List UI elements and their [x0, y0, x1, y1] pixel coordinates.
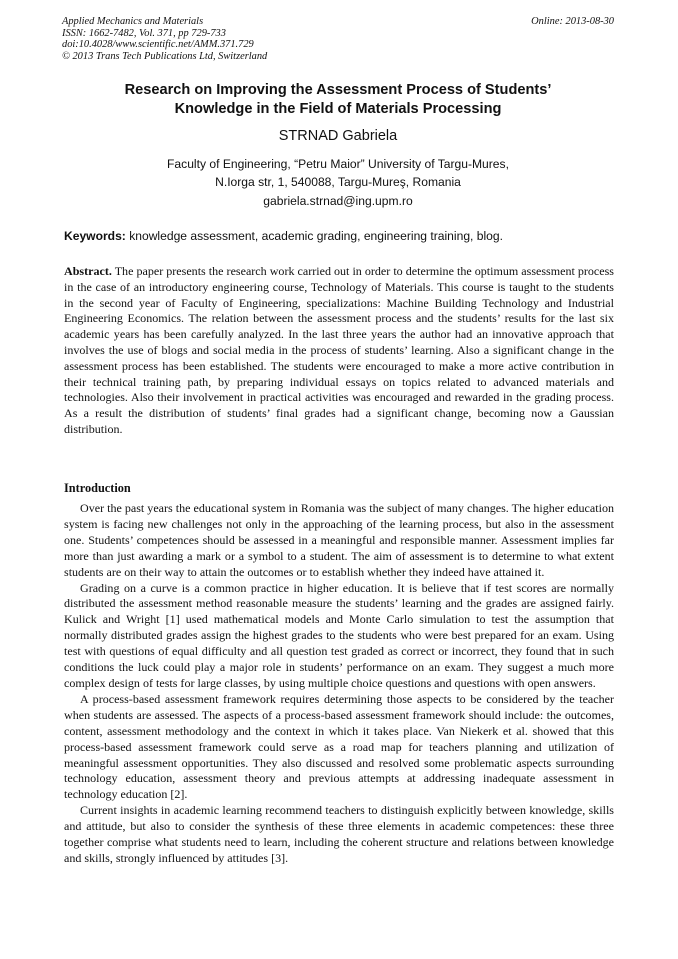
paragraph: A process-based assessment framework requires determining those aspects to be considered by the teacher when students are assessed. The aspects of a process-based assessment framework should include: the outcomes, content, assessment methodology and the context in which it takes place. Van Niekerk et al. showed that this process-based assessment framework could serve as a road map for teachers planning and utilization of meaningful assessment opportunities. They also discussed and resolved some problematic aspects surrounding technology education, assessment theory and previous attempts at addressing inadequate assessment in technology education [2].	[64, 691, 614, 802]
section-heading-introduction: Introduction	[64, 481, 131, 495]
paper-title-line-1: Research on Improving the Assessment Process of Students’	[124, 82, 552, 98]
keywords-text: knowledge assessment, academic grading, engineering training, blog.	[129, 229, 503, 243]
journal-issn: ISSN: 1662-7482, Vol. 371, pp 729-733	[62, 27, 226, 39]
affiliation-line-2: N.Iorga str, 1, 540088, Targu-Mureş, Romania	[215, 175, 461, 189]
abstract	[64, 264, 614, 438]
paper-title-line-2: Knowledge in the Field of Materials Processing	[174, 101, 502, 117]
online-date: Online: 2013-08-30	[531, 16, 614, 27]
paragraph: Grading on a curve is a common practice in higher education. It is believe that if test scores are normally distributed the assessment method reasonable measure the students’ learning and the grades are assigned fairly. Kulick and Wright [1] used mathematical models and Monte Carlo simulation to test the assumption that normally distributed grades assign the highest grades to the students who were best prepared for an exam. Using test with questions of equal difficulty and all question test graded as correct or incorrect, they found that in such conditions the luck could play a major role in students’ performance on an exam. They suggest a much more complex design of tests for large classes, by using multiple choice questions and questions with open answers.	[64, 580, 614, 690]
author-name: STRNAD Gabriela	[278, 128, 398, 144]
introduction-body	[64, 501, 614, 867]
abstract-text: The paper presents the research work carried out in order to determine the optimum assessment process in the case of an introductory engineering course, Technology of Materials. This course is taught to the students in the second year of Faculty of Engineering, specializations: Machine Building Technology and Industrial Engineering Economics. The relation between the assessment process and the students’ results for the last six academic years has been carefully analyzed. In the last three years the author had an innovative approach that involves the use of blogs and social media in the process of students’ learning. Also a significant change in the assessment process has been established. The students were encouraged to make a more active contribution in their technical training path, by preparing individual essays on topics related to advanced materials and technologies. Also their involvement in practical activities was encouraged and rewarded in the grading process. As a result the distribution of students’ final grades had a significant change, becoming now a Gaussian distribution.	[64, 264, 614, 436]
author-affiliation	[62, 155, 614, 191]
paragraph: Over the past years the educational system in Romania was the subject of many changes. The higher education system is facing new challenges not only in the approaching of the learning process, but also in the assessment one. Students’ competences should be assessed in a meaningful and responsible manner. Assessment implies far more than just awarding a mark or a symbol to a student. The aim of assessment is to determine to what extent students are on their way to attain the outcomes or to establish whether they indeed have attained it.	[64, 501, 614, 579]
paper-title	[62, 81, 614, 119]
journal-doi: doi:10.4028/www.scientific.net/AMM.371.729	[62, 39, 254, 51]
keywords	[64, 228, 616, 244]
journal-name: Applied Mechanics and Materials	[62, 16, 204, 27]
abstract-label: Abstract.	[64, 264, 112, 278]
journal-copyright: © 2013 Trans Tech Publications Ltd, Switzerland	[62, 50, 268, 62]
affiliation-line-1: Faculty of Engineering, “Petru Maior” University of Targu-Mures,	[167, 157, 509, 171]
journal-header	[62, 16, 267, 62]
keywords-label: Keywords:	[64, 229, 126, 243]
paragraph: Current insights in academic learning recommend teachers to distinguish explicitly between knowledge, skills and attitude, but also to consider the synthesis of these three elements in academic competences: these three together comprise what students need to learn, including the coherent structure and relations between knowledge and skills, strongly influenced by attitudes [3].	[64, 803, 614, 865]
author-email: gabriela.strnad@ing.upm.ro	[263, 194, 413, 208]
